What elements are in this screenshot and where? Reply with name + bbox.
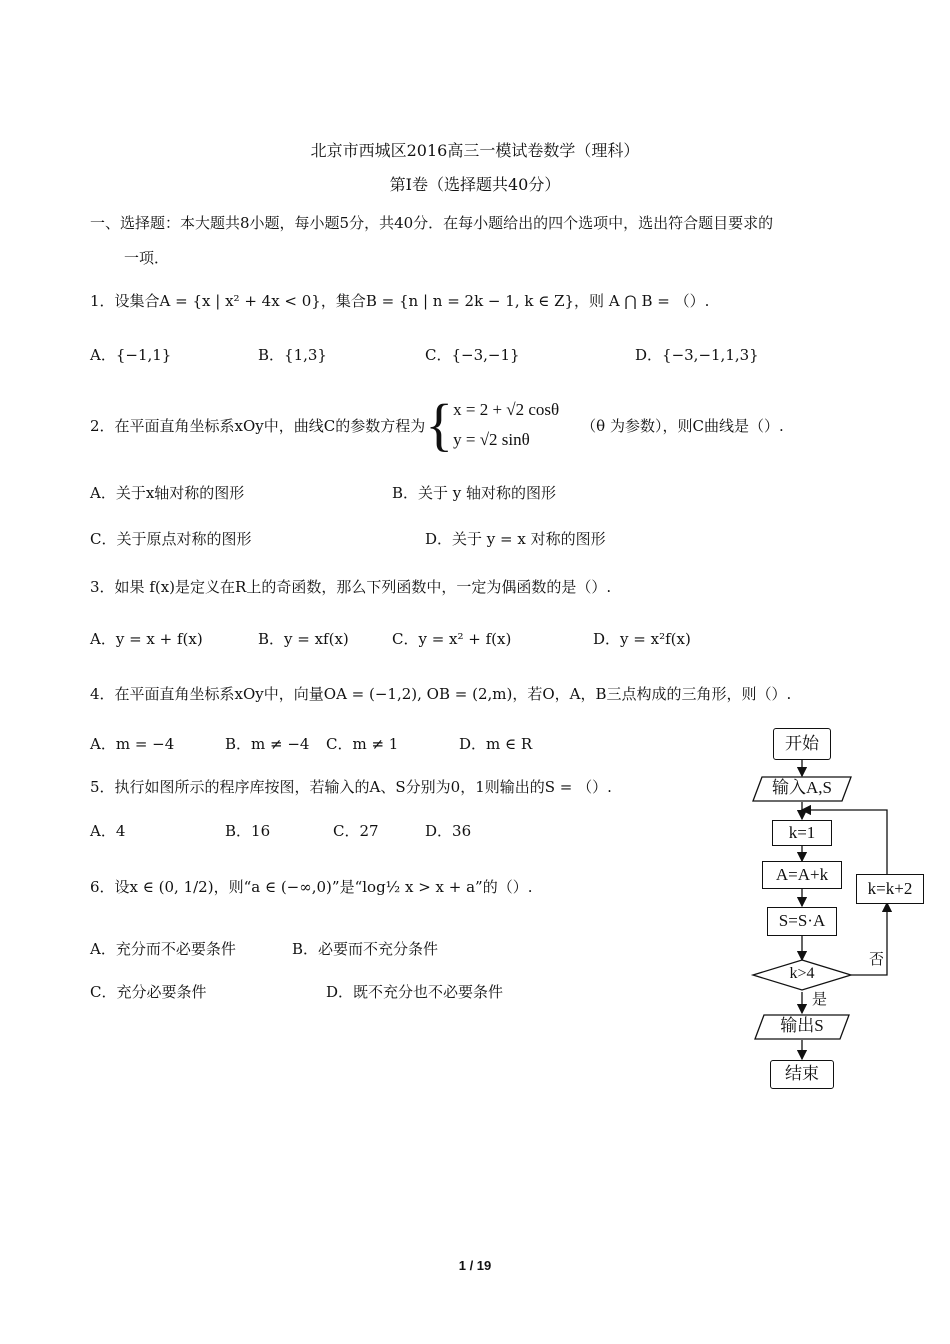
question-1: 1．设集合A = {x | x² + 4x < 0}，集合B = {n | n = 2k − 1, k ∈ Z}，则 A ⋂ B = （）. [90,292,710,310]
q5-option-a[interactable]: A．4 [90,822,126,840]
question-6-stem: 设x ∈ (0, 1/2)，则“a ∈ (−∞,0)”是“log½ x > x + a”的（）. [114,878,533,896]
question-6: 6．设x ∈ (0, 1/2)，则“a ∈ (−∞,0)”是“log½ x > x + a”的（）. [90,878,533,896]
q3-option-c[interactable]: C．y = x² + f(x) [392,630,512,648]
flowchart-start: 开始 [773,728,831,760]
q1-option-c[interactable]: C．{−3,−1} [425,346,520,364]
page-number: 1 / 19 [458,1258,492,1273]
question-3-stem: 如果 f(x)是定义在R上的奇函数，那么下列函数中，一定为偶函数的是（）. [114,578,612,596]
q2-option-a[interactable]: A．关于x轴对称的图形 [90,484,245,502]
flowchart-step-s: S=S·A [767,907,837,936]
question-5-stem: 执行如图所示的程序库按图，若输入的A、S分别为0，1则输出的S = （）. [114,778,612,796]
flowchart-step-a: A=A+k [762,861,842,889]
q5-option-c[interactable]: C．27 [333,822,379,840]
question-2: 2． 在平面直角坐标系xOy中，曲线C的参数方程为 { x = 2 + √2 cosθ y = √2 sinθ （θ 为参数），则C曲线是（）. [90,392,784,457]
q1-option-a[interactable]: A．{−1,1} [90,346,172,364]
flowchart-no-label: 否 [869,950,885,968]
section-intro: 一、选择题：本大题共8小题，每小题5分，共40分．在每小题给出的四个选项中，选出符合题目要求的 [90,214,774,232]
system-brace: { [425,392,454,457]
q4-option-d[interactable]: D．m ∈ R [459,735,533,753]
q3-option-b[interactable]: B．y = xf(x) [258,630,349,648]
section-intro-cont: 一项． [124,249,170,267]
q1-option-b[interactable]: B．{1,3} [258,346,327,364]
flowchart [740,722,940,1097]
q6-option-b[interactable]: B．必要而不充分条件 [292,940,439,958]
flowchart-end: 结束 [770,1060,834,1089]
q2-option-c[interactable]: C．关于原点对称的图形 [90,530,252,548]
q6-option-a[interactable]: A．充分而不必要条件 [90,940,236,958]
q1-option-d[interactable]: D．{−3,−1,1,3} [635,346,759,364]
parametric-system: x = 2 + √2 cosθ y = √2 sinθ [453,400,560,449]
q3-option-d[interactable]: D．y = x²f(x) [593,630,691,648]
question-5: 5．执行如图所示的程序库按图，若输入的A、S分别为0，1则输出的S = （）. [90,778,612,796]
q2-option-d[interactable]: D．关于 y = x 对称的图形 [425,530,606,548]
question-3: 3．如果 f(x)是定义在R上的奇函数，那么下列函数中，一定为偶函数的是（）. [90,578,612,596]
flowchart-increment: k=k+2 [856,874,924,904]
question-1-stem: 设集合A = {x | x² + 4x < 0}，集合B = {n | n = 2k − 1, k ∈ Z}，则 A ⋂ B = （）. [114,292,710,310]
page-title: 北京市西城区2016高三一模试卷数学（理科） [310,141,640,160]
q5-option-b[interactable]: B．16 [225,822,271,840]
question-2-stem-pre: 在平面直角坐标系xOy中，曲线C的参数方程为 [114,416,426,435]
question-4: 4．在平面直角坐标系xOy中，向量OA = (−1,2), OB = (2,m)，若O，A，B三点构成的三角形，则（）. [90,685,792,703]
flowchart-input: 输入A,S [752,776,852,802]
q6-option-d[interactable]: D．既不充分也不必要条件 [326,983,504,1001]
q5-option-d[interactable]: D．36 [425,822,472,840]
q4-option-b[interactable]: B．m ≠ −4 [225,735,310,753]
q3-option-a[interactable]: A．y = x + f(x) [90,630,203,648]
page-subtitle: 第Ⅰ卷（选择题共40分） [389,175,561,194]
q2-option-b[interactable]: B．关于 y 轴对称的图形 [392,484,557,502]
flowchart-init: k=1 [772,820,832,846]
flowchart-output: 输出S [754,1014,850,1040]
q4-option-a[interactable]: A．m = −4 [90,735,175,753]
q4-option-c[interactable]: C．m ≠ 1 [326,735,399,753]
flowchart-yes-label: 是 [812,990,828,1008]
q6-option-c[interactable]: C．充分必要条件 [90,983,207,1001]
question-4-stem: 在平面直角坐标系xOy中，向量OA = (−1,2), OB = (2,m)，若O，A，B三点构成的三角形，则（）. [114,685,792,703]
question-2-stem-post: （θ 为参数），则C曲线是（）. [581,416,784,435]
flowchart-condition: k>4 [789,965,815,982]
